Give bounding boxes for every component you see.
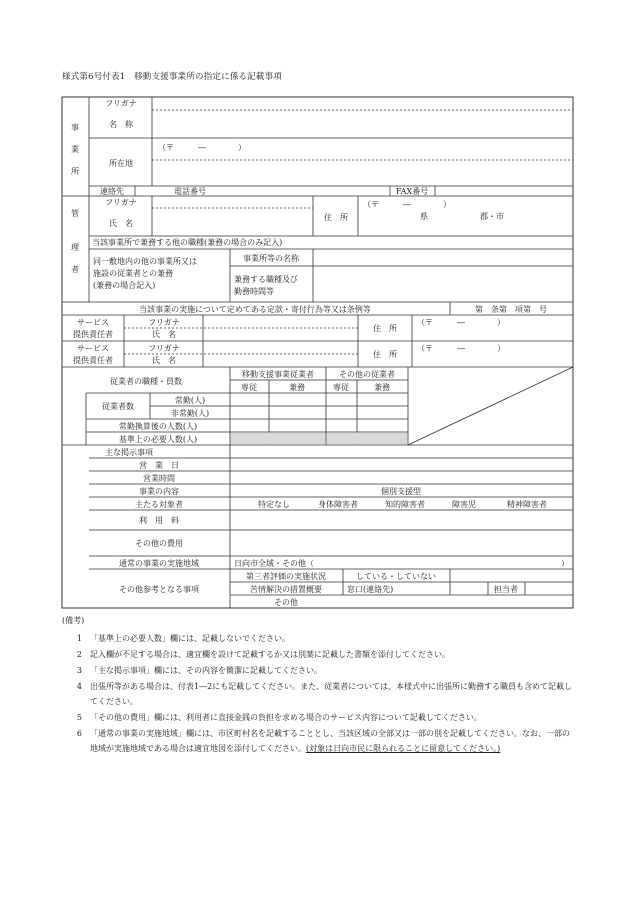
- form-title: 様式第6号付表1 移動支援事業所の指定に係る記載事項: [62, 72, 283, 82]
- target-option-2: 身体障害者: [318, 500, 358, 509]
- remark-text: 「その他の費用」欄には、利用者に直接金銭の負担を求める場合のサービス内容について記載してください。: [90, 713, 482, 722]
- service-manager-postal-1: （〒 ― ）: [417, 318, 505, 327]
- staff-count-label: 従業者数: [102, 402, 134, 411]
- manager-pref: 県: [420, 212, 428, 221]
- office-fax-label: FAX番号: [395, 187, 429, 196]
- business-hours-label: 営業時間: [143, 474, 175, 483]
- manager-other-job-label: 当該事業所で兼務する他の職種(兼務の場合のみ記入): [92, 238, 283, 247]
- staff-required-label: 基準上の必要人数(人): [118, 435, 198, 444]
- main-items-label: 主な掲示事項: [105, 448, 153, 457]
- service-manager-address-1: 住 所: [373, 324, 397, 333]
- service-area-value: 日向市全域・その他（: [234, 559, 314, 568]
- others-label: その他: [274, 598, 298, 607]
- office-char-3: 所: [71, 167, 79, 176]
- fee-label: 利 用 料: [139, 516, 179, 525]
- staff-parttime-label: 非常勤(人): [170, 409, 210, 418]
- remark-number: 5: [76, 713, 82, 722]
- business-content-value: 個別支援型: [381, 487, 421, 496]
- manager-concurrent-label-1: 同一敷地内の他の事業所又は: [93, 257, 197, 266]
- remark-number: 2: [76, 650, 82, 659]
- remark-item: [62, 679, 574, 709]
- facility-name-label: 事業所等の名称: [243, 254, 299, 263]
- office-contact-label: 連絡先: [100, 187, 124, 196]
- remark-text: 「主な掲示事項」欄には、その内容を簡潔に記載してください。: [90, 666, 322, 675]
- target-option-3: 知的障害者: [385, 500, 425, 509]
- office-name-label: 名 称: [109, 120, 133, 129]
- remark-item: [62, 647, 574, 662]
- service-manager-label-2b: 提供責任者: [73, 356, 113, 365]
- manager-city: 郡・市: [480, 212, 504, 221]
- shaded-required-cells: [230, 432, 407, 444]
- service-manager-furigana-2: フリガナ: [148, 344, 180, 353]
- manager-concurrent-label-2: 施設の従業者との兼務: [93, 269, 173, 278]
- remark-number: 3: [76, 666, 82, 675]
- service-manager-postal-2: （〒 ― ）: [417, 344, 505, 353]
- ordinance-value: 第 条第 項第 号: [475, 305, 547, 314]
- manager-char-2: 理: [71, 243, 79, 252]
- staff-fte-label: 常勤換算後の人数(人): [118, 422, 198, 431]
- duty-label-1: 兼務する職種及び: [234, 275, 298, 284]
- staff-full-2: 専従: [333, 383, 349, 392]
- staff-col-other: その他の従業者: [339, 370, 395, 379]
- service-manager-label-1a: サービス: [77, 318, 109, 327]
- office-address-label: 所在地: [109, 159, 133, 168]
- service-area-label: 通常の事業の実施地域: [119, 559, 199, 568]
- staff-fulltime-label: 常勤(人): [174, 396, 206, 405]
- third-party-value: している・していない: [356, 572, 436, 581]
- office-char-2: 業: [71, 145, 79, 154]
- other-reference-label: その他参考となる事項: [119, 585, 199, 594]
- complaint-label: 苦情解決の措置概要: [250, 585, 322, 594]
- third-party-label: 第三者評価の実施状況: [246, 572, 326, 581]
- staff-concurrent-1: 兼務: [289, 383, 305, 392]
- remark-text: 「基準上の必要人数」欄には、記載しないでください。: [90, 634, 290, 643]
- duty-label-2: 勤務時間等: [234, 287, 274, 296]
- remark-item: [62, 710, 574, 725]
- remark-number: 1: [76, 634, 82, 643]
- manager-postal: （〒 ― ）: [363, 200, 451, 209]
- remark-text: 記入欄が不足する場合は、適宜欄を設けて記載するか又は別葉に記載した書類を添付してください。: [90, 650, 450, 659]
- office-phone-label: 電話番号: [174, 187, 206, 196]
- manager-concurrent-label-3: (兼務の場合記入): [93, 281, 156, 290]
- manager-name-label: 氏 名: [109, 219, 133, 228]
- service-manager-label-2a: サービス: [77, 344, 109, 353]
- ordinance-label: 当該事業の実施について定めてある定款・寄付行為等又は条例等: [139, 305, 371, 314]
- remark-text: 「通常の事業の実施地域」欄には、市区町村名を記載することとし、当該区域の全部又は一部の別を記載してください。なお、一部の地域が実施地域である場合は適宜地図を添付してください。: [90, 729, 570, 753]
- service-manager-furigana-1: フリガナ: [148, 318, 180, 327]
- service-manager-address-2: 住 所: [373, 350, 397, 359]
- staff-full-1: 専従: [241, 383, 257, 392]
- service-area-close: ）: [561, 559, 569, 568]
- complaint-person-label: 担当者: [494, 585, 518, 594]
- service-manager-name-2: 氏 名: [152, 356, 176, 365]
- remark-number: 4: [76, 682, 82, 691]
- remarks-header: (備考): [62, 616, 85, 625]
- business-days-label: 営 業 日: [139, 461, 179, 470]
- target-option-5: 精神障害者: [507, 500, 547, 509]
- office-postal: （〒 ― ）: [158, 143, 246, 152]
- business-content-label: 事業の内容: [139, 487, 179, 496]
- service-manager-label-1b: 提供責任者: [73, 330, 113, 339]
- remark-text: 出張所等がある場合は、付表1―2にも記載してください。また、従業者については、本様式中に出張所に勤務する職員も含めて記載してください。: [90, 682, 573, 706]
- staff-col-mobility: 移動支援事業従業者: [242, 370, 314, 379]
- office-char-1: 事: [71, 123, 79, 132]
- remark-item: [62, 631, 574, 646]
- manager-char-3: 者: [71, 265, 79, 274]
- manager-furigana-label: フリガナ: [105, 198, 137, 207]
- staff-concurrent-2: 兼務: [374, 383, 390, 392]
- staff-header: 従業者の職種・員数: [110, 377, 182, 386]
- remarks-section: [62, 613, 574, 757]
- remark-item: [62, 726, 574, 756]
- target-option-4: 障害児: [452, 500, 476, 509]
- target-label: 主たる対象者: [135, 500, 183, 509]
- manager-char-1: 管: [71, 209, 79, 218]
- remark-item: [62, 663, 574, 678]
- service-manager-name-1: 氏 名: [152, 330, 176, 339]
- target-option-1: 特定なし: [258, 500, 290, 509]
- remark-underlined-note: (対象は日向市民に限られることに留意してください。): [306, 744, 501, 753]
- remark-number: 6: [76, 729, 82, 738]
- other-cost-label: その他の費用: [135, 539, 183, 548]
- office-furigana-label: フリガナ: [105, 99, 137, 108]
- complaint-window-label: 窓口(連絡先): [347, 585, 394, 594]
- manager-address-label: 住 所: [324, 213, 348, 222]
